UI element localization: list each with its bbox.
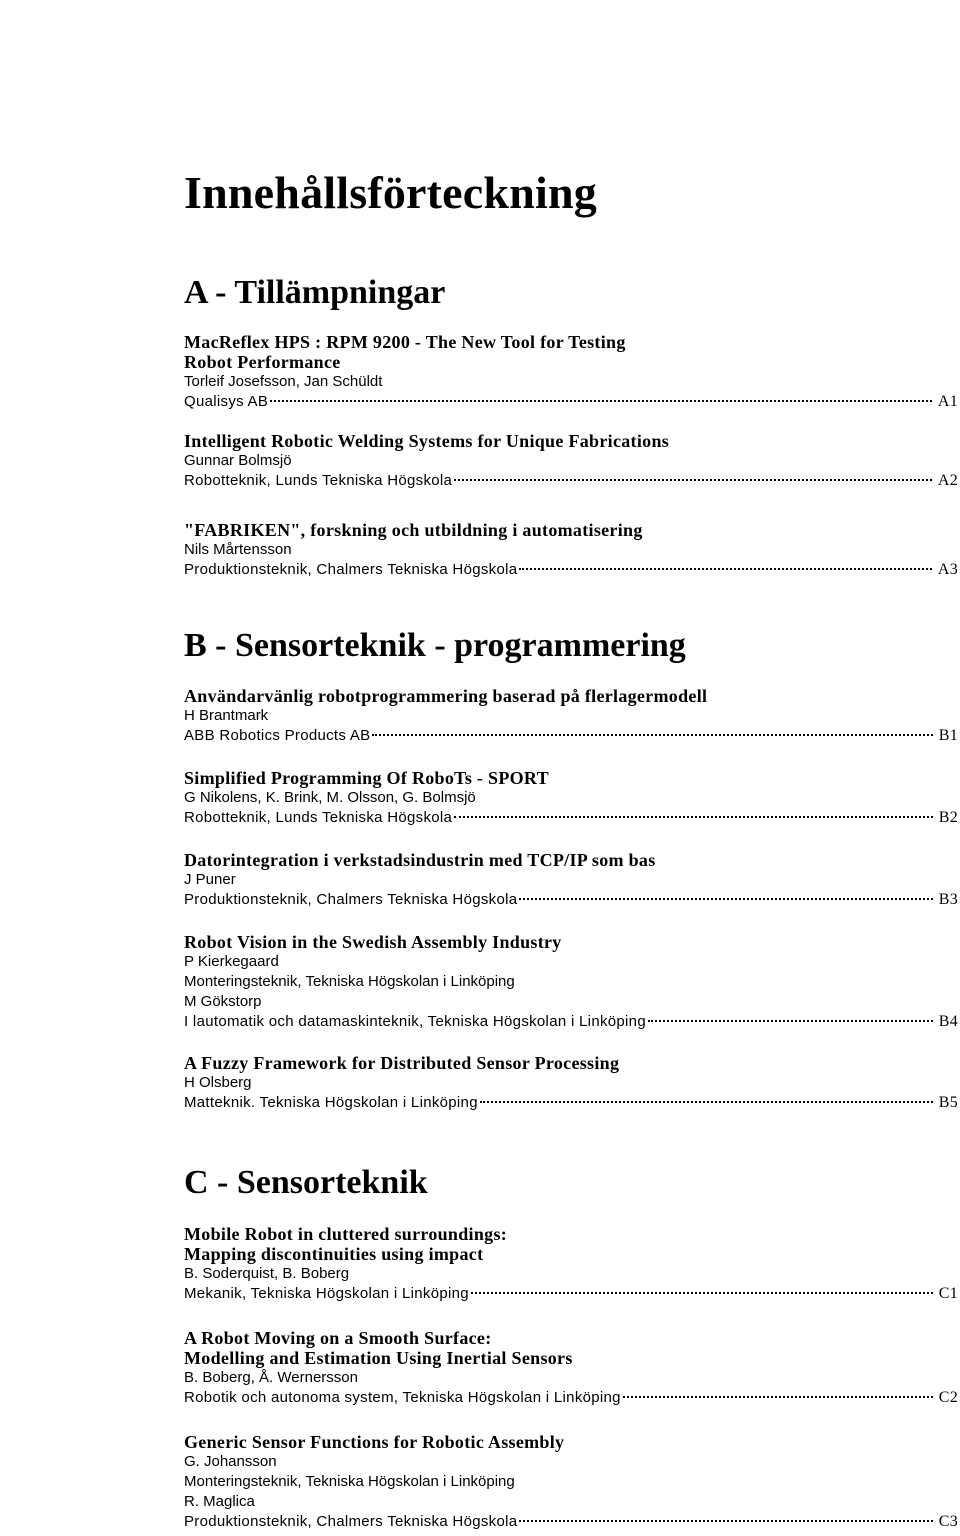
entry-author: Monteringsteknik, Tekniska Högskolan i Linköping	[184, 973, 515, 990]
entry-affiliation-row	[184, 392, 960, 412]
dot-leader	[519, 897, 932, 900]
toc-entry[interactable]	[184, 1224, 960, 1304]
entry-author: P Kierkegaard	[184, 953, 279, 970]
entry-affiliation: ABB Robotics Products AB	[184, 727, 371, 744]
entry-title: Mapping discontinuities using impact	[184, 1244, 484, 1264]
section-heading-c: C - Sensorteknik	[184, 1164, 428, 1201]
entry-page-number[interactable]: B1	[938, 727, 958, 744]
toc-entry[interactable]	[184, 1328, 960, 1408]
entry-author: Monteringsteknik, Tekniska Högskolan i Linköping	[184, 1473, 515, 1490]
entry-title: Användarvänlig robotprogrammering baserad på flerlagermodell	[184, 686, 708, 706]
entry-affiliation: Robotteknik, Lunds Tekniska Högskola	[184, 809, 453, 826]
entry-page-number[interactable]: A2	[937, 472, 958, 489]
entry-affiliation-row	[184, 560, 960, 580]
entry-author: G Nikolens, K. Brink, M. Olsson, G. Bolmsjö	[184, 789, 476, 806]
entry-author: B. Soderquist, B. Boberg	[184, 1265, 350, 1282]
entry-affiliation: Mekanik, Tekniska Högskolan i Linköping	[184, 1285, 469, 1302]
toc-entry[interactable]	[184, 768, 960, 828]
entry-affiliation-row	[184, 1012, 960, 1032]
entry-title: Mobile Robot in cluttered surroundings:	[184, 1224, 508, 1244]
dot-leader	[519, 567, 931, 570]
entry-page-number[interactable]: B3	[938, 891, 958, 908]
entry-affiliation-row	[184, 890, 960, 910]
dot-leader	[454, 815, 933, 818]
entry-affiliation: Matteknik. Tekniska Högskolan i Linköping	[184, 1094, 478, 1111]
entry-affiliation: Robotik och autonoma system, Tekniska Högskolan i Linköping	[184, 1389, 621, 1406]
toc-entry[interactable]	[184, 1432, 960, 1532]
dot-leader	[623, 1395, 933, 1398]
entry-title: Simplified Programming Of RoboTs - SPORT	[184, 768, 549, 788]
entry-title: MacReflex HPS : RPM 9200 - The New Tool for Testing	[184, 332, 626, 352]
entry-affiliation-row	[184, 726, 960, 746]
entry-title: Robot Vision in the Swedish Assembly Industry	[184, 932, 562, 952]
entry-affiliation-row	[184, 1284, 960, 1304]
entry-affiliation-row	[184, 471, 960, 491]
entry-author: Nils Mårtensson	[184, 541, 292, 558]
entry-author: H Brantmark	[184, 707, 269, 724]
entry-affiliation-row	[184, 1093, 960, 1113]
entry-affiliation-row	[184, 808, 960, 828]
entry-author: M Gökstorp	[184, 993, 262, 1010]
toc-entry[interactable]	[184, 520, 960, 580]
section-heading-a: A - Tillämpningar	[184, 274, 446, 311]
toc-entry[interactable]	[184, 1053, 960, 1113]
entry-title: A Robot Moving on a Smooth Surface:	[184, 1328, 492, 1348]
entry-affiliation: Robotteknik, Lunds Tekniska Högskola	[184, 472, 453, 489]
toc-entry[interactable]	[184, 850, 960, 910]
entry-title: Robot Performance	[184, 352, 341, 372]
entry-author: J Puner	[184, 871, 236, 888]
entry-affiliation: I lautomatik och datamaskinteknik, Tekniska Högskolan i Linköping	[184, 1013, 646, 1030]
dot-leader	[471, 1291, 933, 1294]
entry-author: R. Maglica	[184, 1493, 255, 1510]
entry-affiliation: Produktionsteknik, Chalmers Tekniska Högskola	[184, 561, 518, 578]
entry-title: Modelling and Estimation Using Inertial Sensors	[184, 1348, 573, 1368]
entry-affiliation: Produktionsteknik, Chalmers Tekniska Högskola	[184, 1513, 518, 1530]
entry-author: H Olsberg	[184, 1074, 252, 1091]
entry-title: "FABRIKEN", forskning och utbildning i automatisering	[184, 520, 643, 540]
dot-leader	[454, 478, 932, 481]
entry-author: Torleif Josefsson, Jan Schüldt	[184, 373, 383, 390]
entry-page-number[interactable]: C3	[938, 1513, 958, 1530]
dot-leader	[519, 1519, 932, 1522]
entry-affiliation: Produktionsteknik, Chalmers Tekniska Högskola	[184, 891, 518, 908]
dot-leader	[270, 399, 932, 402]
entry-title: Intelligent Robotic Welding Systems for Unique Fabrications	[184, 431, 670, 451]
toc-entry[interactable]	[184, 932, 960, 1032]
entry-page-number[interactable]: A3	[937, 561, 958, 578]
entry-page-number[interactable]: C2	[938, 1389, 958, 1406]
dot-leader	[480, 1100, 933, 1103]
entry-page-number[interactable]: B2	[938, 809, 958, 826]
page-title: Innehållsförteckning	[184, 167, 597, 218]
dot-leader	[648, 1019, 933, 1022]
entry-author: B. Boberg, Å. Wernersson	[184, 1369, 358, 1386]
entry-affiliation-row	[184, 1512, 960, 1532]
entry-page-number[interactable]: B5	[938, 1094, 958, 1111]
entry-title: Datorintegration i verkstadsindustrin med TCP/IP som bas	[184, 850, 656, 870]
entry-affiliation: Qualisys AB	[184, 393, 269, 410]
entry-page-number[interactable]: A1	[937, 393, 958, 410]
entry-title: A Fuzzy Framework for Distributed Sensor Processing	[184, 1053, 620, 1073]
entry-affiliation-row	[184, 1388, 960, 1408]
section-heading-b: B - Sensorteknik - programmering	[184, 627, 686, 664]
dot-leader	[372, 733, 932, 736]
entry-author: G. Johansson	[184, 1453, 277, 1470]
toc-entry[interactable]	[184, 686, 960, 746]
entry-title: Generic Sensor Functions for Robotic Assembly	[184, 1432, 565, 1452]
entry-page-number[interactable]: B4	[938, 1013, 958, 1030]
toc-entry[interactable]	[184, 431, 960, 491]
entry-author: Gunnar Bolmsjö	[184, 452, 292, 469]
entry-page-number[interactable]: C1	[938, 1285, 958, 1302]
toc-entry[interactable]	[184, 332, 960, 412]
